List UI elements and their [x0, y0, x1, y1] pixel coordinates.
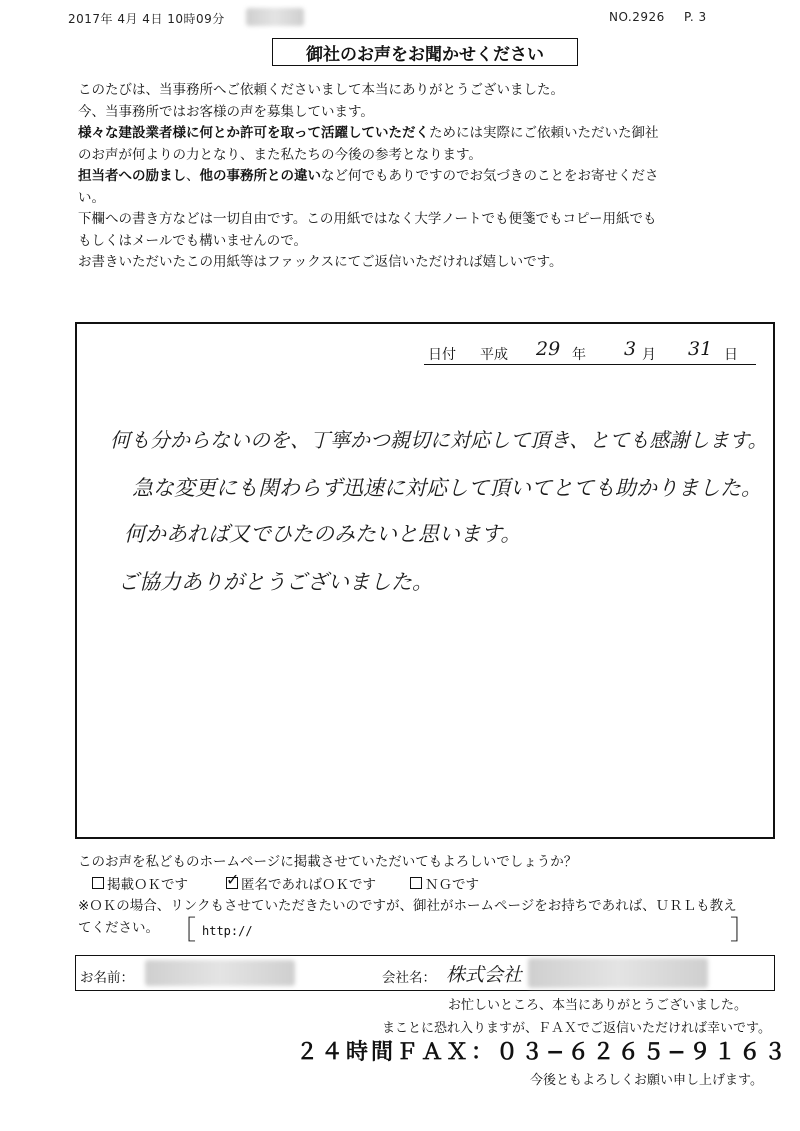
intro-emphasis-3: 他の事務所との違い — [199, 168, 321, 184]
comment-line-1: 何も分からないのを、丁寧かつ親切に対応して頂き、とても感謝します。 — [110, 428, 768, 452]
date-label: 日付 — [428, 347, 456, 363]
date-year-value: 29 — [536, 338, 561, 360]
intro-line-2: 今、当事務所ではお客様の声を募集しています。 — [78, 103, 374, 120]
option-anonymous[interactable] — [226, 870, 376, 893]
intro-text — [78, 80, 778, 274]
fax-number-line: ２４時間ＦＡＸ：０３−６２６５−９１６３ — [296, 1040, 789, 1065]
url-bracket-close: ］ — [730, 916, 757, 946]
redacted-company — [528, 958, 708, 988]
intro-line-3 — [78, 123, 778, 145]
date-field — [424, 338, 756, 365]
intro-line-8: もしくはメールでも構いませんので。 — [78, 232, 307, 249]
url-note-line-2: てください。 — [78, 920, 159, 936]
intro-line-6: い。 — [78, 189, 105, 206]
date-month-value: 3 — [624, 338, 637, 360]
checkbox-ng[interactable] — [410, 877, 422, 889]
closing-line: 今後ともよろしくお願い申し上げます。 — [530, 1073, 763, 1088]
option-anonymous-label: 匿名であればＯＫです — [241, 877, 376, 893]
date-year-unit: 年 — [572, 347, 586, 363]
date-era: 平成 — [480, 347, 508, 363]
checkbox-ok[interactable] — [92, 877, 104, 889]
page-title-text: 御社のお声をお聞かせください — [306, 44, 544, 65]
date-day-unit: 日 — [724, 347, 738, 363]
thanks-line-1: お忙しいところ、本当にありがとうございました。 — [448, 998, 748, 1013]
option-ok-label: 掲載ＯＫです — [107, 877, 188, 893]
fax-datetime: 2017年 4月 4日 10時09分 — [68, 12, 225, 26]
fax-number: NO.2926 — [609, 10, 665, 24]
intro-line-1: このたびは、当事務所へご依頼くださいまして本当にありがとうございました。 — [78, 82, 564, 98]
comment-line-4: ご協力ありがとうございました。 — [118, 570, 433, 594]
name-label: お名前： — [80, 970, 134, 986]
url-field[interactable]: http:// — [202, 924, 253, 938]
date-month-unit: 月 — [642, 347, 656, 363]
intro-line-7: 下欄への書き方などは一切自由です。この用紙ではなく大学ノートでも便箋でもコピー用紙でも — [78, 211, 657, 227]
comment-line-2: 急な変更にも関わらず迅速に対応して頂いてとても助かりました。 — [132, 476, 762, 500]
redacted-name — [145, 960, 295, 986]
intro-emphasis-1: 様々な建設業者様に何とか許可を取って活躍していただく — [78, 125, 429, 141]
url-bracket-open: ［ — [170, 916, 197, 946]
permission-question: このお声を私どものホームページに掲載させていただいてもよろしいでしょうか？ — [78, 854, 578, 870]
date-day-value: 31 — [688, 338, 713, 360]
intro-line-4: のお声が何よりの力となり、また私たちの今後の参考となります。 — [78, 146, 482, 163]
redacted-sender — [246, 8, 304, 26]
intro-line-9: お書きいただいたこの用紙等はファックスにてご返信いただければ嬉しいです。 — [78, 254, 563, 270]
intro-line-5 — [78, 166, 778, 188]
intro-line-5-rest: など何でもありですのでお気づきのことをお寄せくださ — [321, 168, 659, 184]
option-ng-label: ＮＧです — [425, 877, 479, 893]
thanks-line-2: まことに恐れ入りますが、ＦＡＸでご返信いただければ幸いです。 — [382, 1021, 771, 1036]
company-handwritten: 株式会社 — [446, 964, 523, 986]
company-label: 会社名： — [382, 970, 436, 986]
checkbox-anonymous[interactable] — [226, 870, 240, 889]
url-note-line-1: ※ＯＫの場合、リンクもさせていただきたいのですが、御社がホームページをお持ちであれば、ＵＲＬも教え — [78, 898, 737, 914]
comment-line-3: 何かあれば又でひたのみたいと思います。 — [124, 522, 522, 546]
intro-comma: 、 — [186, 168, 200, 184]
fax-page: P. 3 — [684, 10, 707, 24]
page-title — [272, 38, 578, 66]
option-ng[interactable] — [410, 873, 479, 893]
intro-line-3-rest: ためには実際にご依頼いただいた御社 — [429, 125, 659, 141]
intro-emphasis-2: 担当者への励まし — [78, 168, 186, 184]
check-mark-icon: ✓ — [226, 870, 240, 889]
option-ok[interactable] — [92, 873, 188, 893]
